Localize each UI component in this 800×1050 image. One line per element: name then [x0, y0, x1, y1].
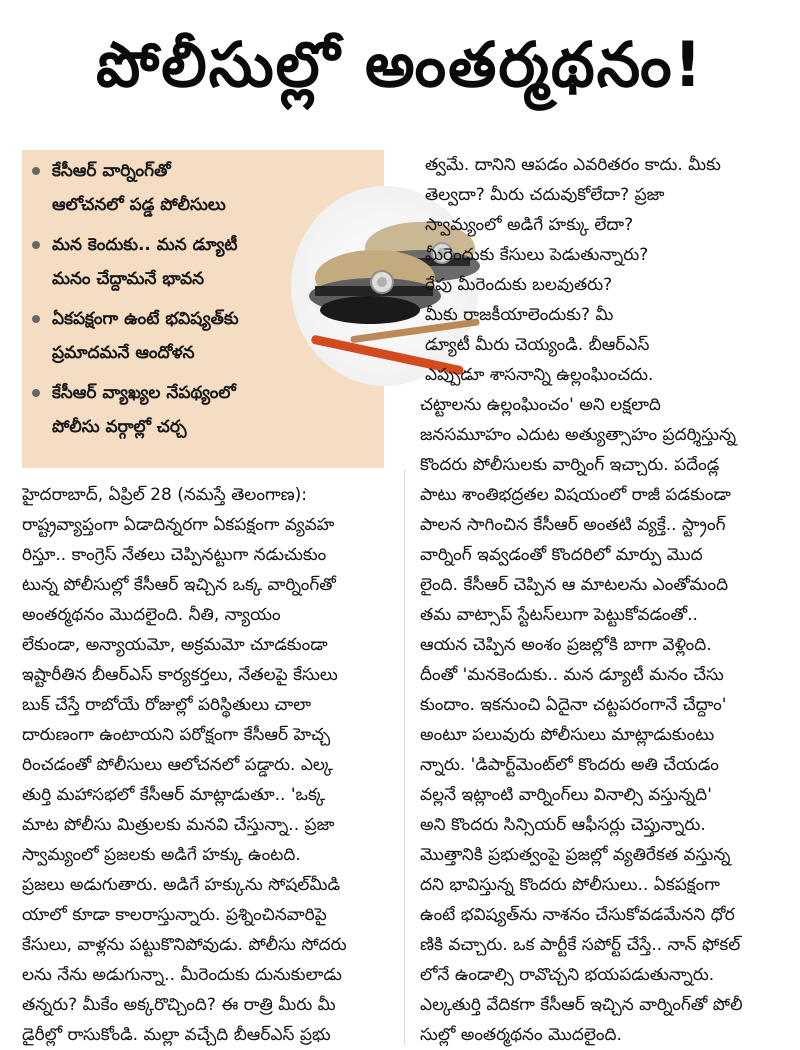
article-line: లను నేను అడుగున్నా.. మీరెందుకు దునుకులాడు [22, 965, 342, 985]
article-line: దారుణంగా ఉంటాయని పరోక్షంగా కేసీఆర్ హెచ్చ [22, 725, 331, 745]
article-line: ప్రజలు అడుగుతారు. అడిగే హక్కును సోషల్‌మీడి [22, 875, 341, 895]
bullet-icon [32, 389, 40, 397]
article-line: అని కొందరు సిన్సియర్ ఆఫీసర్లు చెప్తున్నారు. [420, 815, 706, 835]
highlight-line: ఆలోచనలో పడ్డ పోలీసులు [52, 195, 226, 215]
article-line: మీకు రాజకీయాలెందుకు? మీ [425, 305, 614, 325]
article-line: తమ వాట్సాప్ స్టేటస్‌లుగా పెట్టుకోవడంతో.. [420, 605, 698, 625]
article-line: రిస్తూ.. కాంగ్రెస్ నేతలు చెప్పినట్టుగా నడుచుకుం [22, 545, 327, 565]
highlight-line: పోలీసు వర్గాల్లో చర్చ [52, 417, 187, 437]
article-line: లైంది. కేసీఆర్ చెప్పిన ఆ మాటలను ఎంతోమంది [420, 575, 729, 595]
article-line: సుల్లో అంతర్మథనం మొదలైంది. [420, 1025, 622, 1045]
highlight-line: కేసీఆర్ వార్నింగ్‌తో [52, 161, 171, 181]
article-line: యాలో కూడా కాలరాస్తున్నారు. ప్రశ్నించినవారిపై [22, 905, 327, 925]
article-column-right-bottom [420, 390, 790, 1050]
article-line: డైరీల్లో రాసుకోండి. మల్లా వచ్చేది బీఆర్ఎస్ ప్రభు [22, 1025, 331, 1045]
article-line: కుందాం. ఇకనుంచి ఏదైనా చట్టపరంగానే చేద్దాం' [420, 695, 727, 715]
article-line: దీంతో 'మనకెందుకు.. మన డ్యూటీ మనం చేసు [420, 665, 724, 685]
article-line: లేకుండా, అన్యాయమో, అక్రమమో చూడకుండా [22, 635, 328, 655]
article-line: రేపు మీరెందుకు బలవుతరు? [425, 275, 613, 295]
highlight-item [30, 228, 330, 296]
highlight-line: ఏకపక్షంగా ఉంటే భవిష్యత్‌కు [52, 309, 239, 329]
article-line: మొత్తానికి ప్రభుత్వంపై ప్రజల్లో వ్యతిరేకత వస్తున్న [420, 845, 731, 865]
article-line: టున్న పోలీసుల్లో కేసీఆర్ ఇచ్చిన ఒక్క వార్నింగ్‌తో [22, 575, 336, 595]
highlight-item [30, 154, 330, 222]
article-line: ఎల్కతుర్తి వేదికగా కేసీఆర్ ఇచ్చిన వార్నింగ్‌తో పోలీ [420, 995, 743, 1015]
article-line: ఎప్పుడూ శాసనాన్ని ఉల్లంఘించదు. [425, 365, 654, 385]
bullet-icon [32, 167, 40, 175]
article-line: రించడంతో పోలీసులు ఆలోచనలో పడ్డారు. ఎల్క [22, 755, 333, 775]
article-line: జనసమూహం ఎదుట అత్యుత్సాహం ప్రదర్శిస్తున్న [420, 425, 737, 445]
article-line: ఇష్టారీతిన బీఆర్ఎస్ కార్యకర్తలు, నేతలపై కేసులు [22, 665, 338, 685]
article-line: తెల్వదా? మీరు చదువుకోలేదా? ప్రజా [425, 185, 665, 205]
headline: పోలీసుల్లో అంతర్మథనం! [96, 28, 704, 101]
highlight-item [30, 376, 330, 444]
article-line: దని భావిస్తున్న కొందరు పోలీసులు.. ఏకపక్షంగా [420, 875, 720, 895]
article-line: మీరెందుకు కేసులు పెడుతున్నారు? [425, 245, 649, 265]
article-column-left [22, 480, 400, 1050]
article-line: ఆయన చెప్పిన అంశం ప్రజల్లోకి బాగా వెళ్లింది. [420, 635, 712, 655]
article-line: చట్టాలను ఉల్లంఘించం' అని లక్షలాది [420, 395, 661, 415]
highlight-line: ప్రమాదమనే ఆందోళన [52, 343, 195, 363]
bullet-icon [32, 241, 40, 249]
article-line: రాష్ట్రవ్యాప్తంగా ఏడాదిన్నరగా ఏకపక్షంగా వ్యవహ [22, 515, 335, 535]
article-line: కేసులు, వాళ్లను పట్టుకొనిపోవుడు. పోలీసు సోదరు [22, 935, 347, 955]
article-line: అంతర్మథనం మొదలైంది. నీతి, న్యాయం [22, 605, 281, 625]
article-column-right-top [425, 150, 785, 390]
article-line: కొందరు పోలీసులకు వార్నింగ్ ఇచ్చారు. పదేండ్ల [420, 455, 720, 475]
highlight-line: మనం చేద్దామనే భావన [52, 269, 205, 289]
article-line: లోనే ఉండాల్సి రావొచ్చని భయపడుతున్నారు. [420, 965, 715, 985]
article-line: వార్నింగ్ ఇవ్వడంతో కొందరిలో మార్పు మొద [420, 545, 703, 565]
article-line: ఉంటే భవిష్యత్‌ను నాశనం చేసుకోవడమేనని ధోర [420, 905, 735, 925]
article-line: బుక్ చేస్తే రాబోయే రోజుల్లో పరిస్థితులు చాలా [22, 695, 312, 715]
article-line: ణికి వచ్చారు. ఒక పార్టీకే సపోర్ట్ చేస్తే.. నాన్ ఫోకల్ [420, 935, 741, 955]
column-divider [404, 470, 405, 1045]
article-line: వల్లనే ఇట్లాంటి వార్నింగ్‌లు వినాల్సి వస్తున్నది' [420, 785, 712, 805]
highlights-list [30, 154, 330, 450]
article-line: త్వమే. దానిని ఆపడం ఎవరితరం కాదు. మీకు [425, 155, 721, 175]
article-line: డ్యూటీ మీరు చెయ్యండి. బీఆర్ఎస్ [425, 335, 650, 355]
highlight-line: కేసీఆర్ వ్యాఖ్యల నేపథ్యంలో [52, 383, 236, 403]
article-line: అంటూ పలువురు పోలీసులు మాట్లాడుకుంటు [420, 725, 715, 745]
article-line: స్వామ్యంలో ప్రజలకు అడిగే హక్కు ఉంటది. [22, 845, 301, 865]
article-line: తుర్తి మహాసభలో కేసీఆర్ మాట్లాడుతూ.. 'ఒక్క [22, 785, 326, 805]
highlight-item [30, 302, 330, 370]
dateline: హైదరాబాద్, ఏప్రిల్ 28 (నమస్తే తెలంగాణ): [22, 485, 308, 505]
article-line: పాటు శాంతిభద్రతల విషయంలో రాజీ పడకుండా [420, 485, 731, 505]
highlight-line: మన కెందుకు.. మన డ్యూటీ [52, 235, 238, 255]
article-line: తన్నరు? మీకేం అక్కరొచ్చింది? ఈ రాత్రి మీరు మీ [22, 995, 336, 1015]
article-line: స్వామ్యంలో అడిగే హక్కు లేదా? [425, 215, 634, 235]
article-line: న్నారు. 'డిపార్ట్‌మెంట్‌లో కొందరు అతి చేయడం [420, 755, 719, 775]
article-line: పాలన సాగించిన కేసీఆర్ అంతటి వ్యక్తే.. స్ట్రాంగ్ [420, 515, 726, 535]
article-line: మాట పోలీసు మిత్రులకు మనవి చేస్తున్నా.. ప్రజా [22, 815, 335, 835]
bullet-icon [32, 315, 40, 323]
